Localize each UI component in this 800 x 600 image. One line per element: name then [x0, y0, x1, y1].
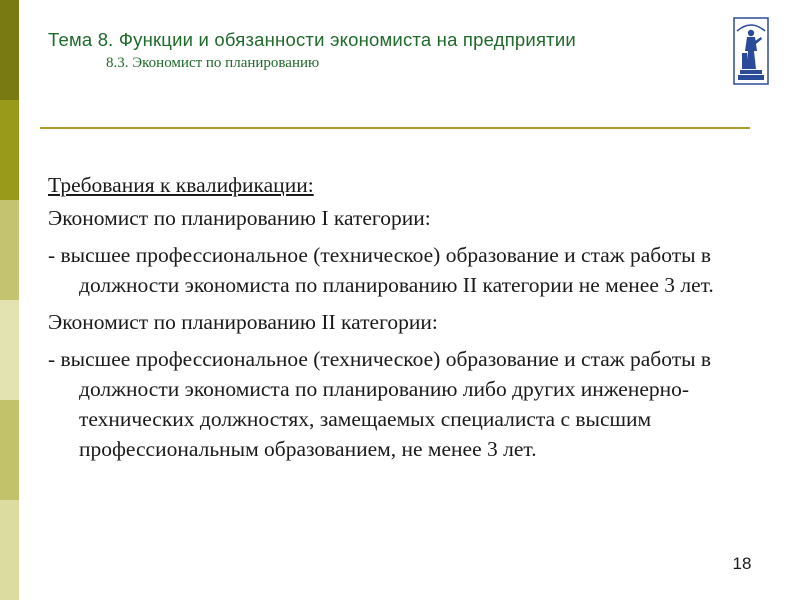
slide-title: Тема 8. Функции и обязанности экономиста на предприятии — [48, 29, 576, 50]
slide-body — [48, 170, 748, 471]
university-emblem-icon — [733, 17, 769, 85]
category-2-requirement: - высшее профессиональное (техническое) образование и стаж работы в должности экономиста по планированию либо других инженерно-технических должностях, замещаемых специалиста с высшим профессиональным образованием, не менее 3 лет. — [48, 347, 712, 461]
slide-subtitle: 8.3. Экономист по планированию — [106, 55, 320, 71]
strip-segment — [0, 200, 19, 300]
slide-header — [48, 29, 728, 72]
qualification-heading: Требования к квалификации: — [48, 173, 314, 197]
header-divider — [40, 127, 750, 129]
category-1-requirement: - высшее профессиональное (техническое) образование и стаж работы в должности экономиста по планированию II категории не менее 3 лет. — [48, 243, 714, 297]
strip-segment — [0, 400, 19, 500]
strip-segment — [0, 0, 19, 100]
page-number: 18 — [732, 554, 752, 573]
strip-segment — [0, 100, 19, 200]
left-color-strip — [0, 0, 19, 600]
category-1-label: Экономист по планированию I категории: — [48, 206, 431, 230]
category-2-label: Экономист по планированию II категории: — [48, 310, 438, 334]
strip-segment — [0, 500, 19, 600]
strip-segment — [0, 300, 19, 400]
